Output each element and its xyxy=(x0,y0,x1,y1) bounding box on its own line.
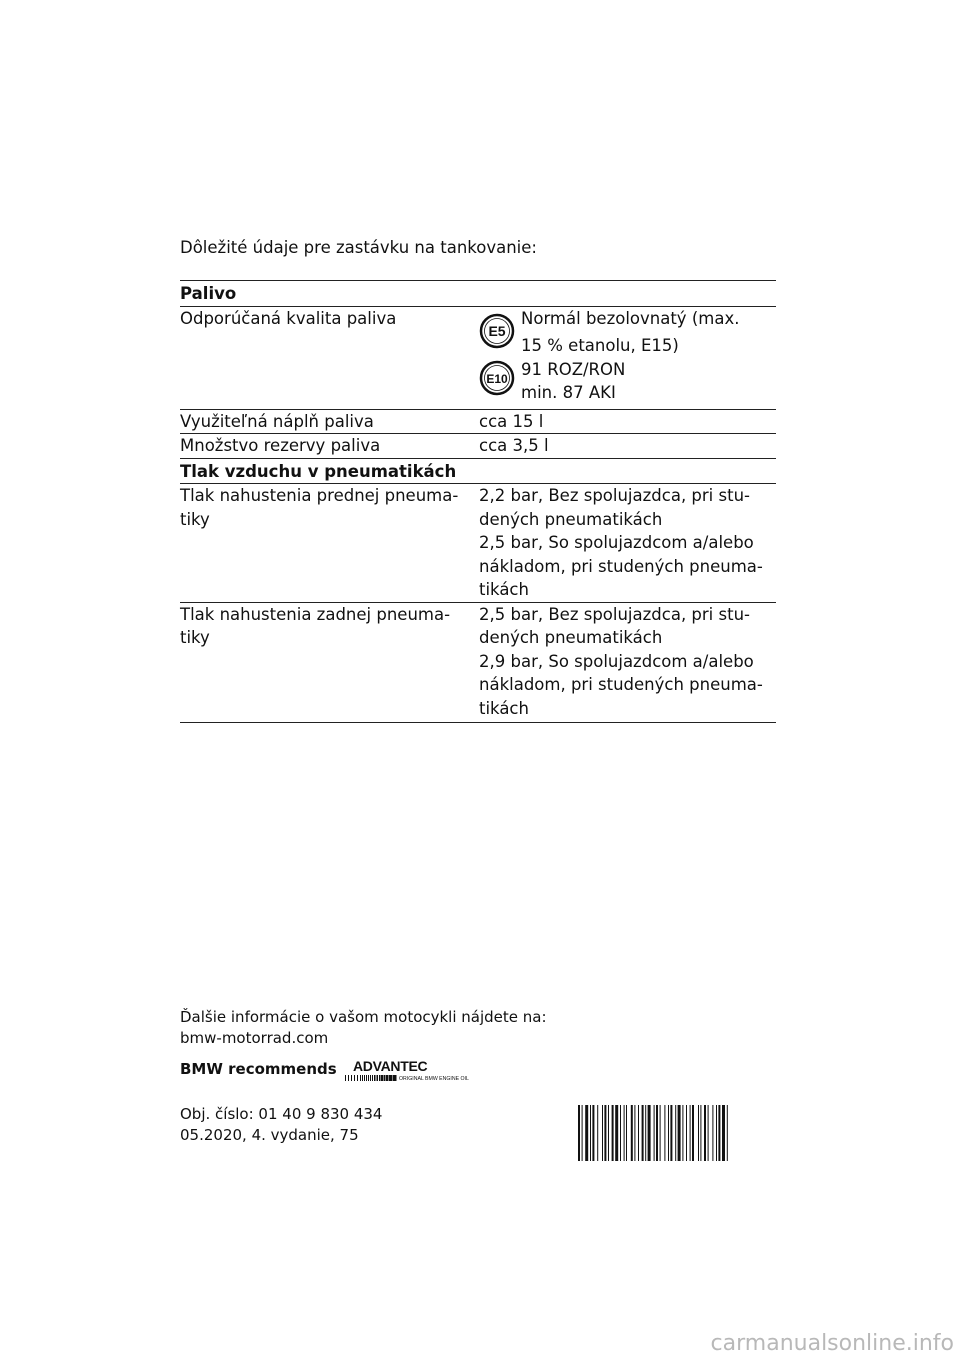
rear-tyre-label xyxy=(180,603,479,723)
front-tyre-value-line3: 2,5 bar, So spolujazdcom a/alebo xyxy=(479,533,754,552)
barcode-bar xyxy=(656,1105,658,1161)
rear-tyre-value-line2: dených pneumatikách xyxy=(479,628,663,647)
barcode-bar xyxy=(604,1105,606,1161)
order-block xyxy=(180,1104,382,1146)
barcode-bar xyxy=(631,1105,633,1161)
barcode-bar xyxy=(682,1105,683,1161)
front-tyre-value-line2: dených pneumatikách xyxy=(479,509,663,529)
intro-text: Dôležité údaje pre zastávku na tankovanie: xyxy=(180,238,537,257)
fuel-quality-line3: 91 ROZ/RON xyxy=(521,359,626,379)
barcode-bar xyxy=(660,1105,661,1161)
fuel-quality-line2: 15 % etanolu, E15) xyxy=(521,336,679,355)
barcode-bar xyxy=(708,1105,709,1161)
front-tyre-value-line5: tikách xyxy=(479,580,529,599)
reserve-fuel-row xyxy=(180,433,776,458)
fuel-quality-line1: Normál bezolovnatý (max. xyxy=(521,308,740,328)
front-tyre-label-line2: tiky xyxy=(180,509,210,529)
tyre-heading-row xyxy=(180,458,776,484)
front-tyre-value xyxy=(479,484,776,602)
barcode-bar xyxy=(602,1105,603,1161)
barcode-bar xyxy=(582,1105,583,1161)
rear-tyre-value-line4: nákladom, pri studených pneuma- xyxy=(479,675,763,694)
usable-fuel-row xyxy=(180,409,776,434)
tyre-heading: Tlak vzduchu v pneumatikách xyxy=(180,461,457,481)
front-tyre-value-line4: nákladom, pri studených pneuma- xyxy=(479,556,763,576)
barcode-bar xyxy=(727,1105,728,1161)
barcode-bar xyxy=(648,1105,651,1161)
barcode-bar xyxy=(678,1105,681,1161)
rear-tyre-value-line5: tikách xyxy=(479,698,529,718)
fuel-quality-row xyxy=(180,306,776,409)
e10-badge-icon xyxy=(479,360,515,396)
advantec-logo-sub: ORIGINAL BMW ENGINE OIL xyxy=(398,1076,469,1082)
rear-tyre-label-line1: Tlak nahustenia zadnej pneuma- xyxy=(180,604,451,624)
fuel-heading: Palivo xyxy=(180,284,237,303)
barcode-bar xyxy=(626,1105,627,1161)
rear-tyre-value-line3: 2,9 bar, So spolujazdcom a/alebo xyxy=(479,651,754,671)
fuel-heading-row xyxy=(180,280,776,306)
refuel-data-table xyxy=(180,280,776,723)
rear-tyre-row xyxy=(180,602,776,724)
barcode-bar xyxy=(718,1105,720,1161)
usable-fuel-label: Využiteľná náplň paliva xyxy=(180,411,374,431)
advantec-logo-title: ADVANTEC xyxy=(352,1058,428,1074)
e5-badge-icon xyxy=(479,313,515,349)
front-tyre-value-line1: 2,2 bar, Bez spolujazdca, pri stu- xyxy=(479,486,750,505)
e10-badge-text: E10 xyxy=(486,371,508,386)
more-info-block xyxy=(180,1007,547,1049)
barcode-bar xyxy=(615,1105,618,1161)
barcode-bar xyxy=(704,1105,706,1161)
fuel-quality-label: Odporúčaná kvalita paliva xyxy=(180,308,397,328)
fuel-quality-line4: min. 87 AKI xyxy=(521,383,616,402)
barcode-bar xyxy=(585,1105,588,1161)
rear-tyre-value xyxy=(479,603,776,723)
barcode-bar xyxy=(668,1105,669,1161)
barcode-bar xyxy=(578,1105,580,1161)
barcode-bar xyxy=(692,1105,694,1161)
barcode-bar xyxy=(716,1105,717,1161)
fuel-quality-value xyxy=(479,307,776,409)
barcode-bar xyxy=(608,1105,609,1161)
barcode-bar xyxy=(664,1105,665,1161)
barcode-bar xyxy=(700,1105,701,1161)
barcode-bar xyxy=(590,1105,591,1161)
rear-tyre-label-line2: tiky xyxy=(180,628,210,647)
edition-info: 05.2020, 4. vydanie, 75 xyxy=(180,1126,359,1144)
barcode-bar xyxy=(690,1105,691,1161)
more-info-text: Ďalšie informácie o vašom motocykli nájdete na: xyxy=(180,1008,547,1026)
barcode-bar xyxy=(642,1105,644,1161)
barcode-bar xyxy=(675,1105,676,1161)
watermark: carmanualsonline.info xyxy=(710,1331,954,1356)
order-number: Obj. číslo: 01 40 9 830 434 xyxy=(180,1105,383,1123)
e5-badge-text: E5 xyxy=(488,322,506,339)
barcode-bar xyxy=(638,1105,639,1161)
barcode-bar xyxy=(654,1105,655,1161)
website-link[interactable]: bmw-motorrad.com xyxy=(180,1029,329,1047)
bmw-recommends xyxy=(180,1058,469,1090)
barcode xyxy=(578,1105,776,1165)
barcode-bar xyxy=(712,1105,713,1161)
barcode-bar xyxy=(592,1105,594,1161)
barcode-bar xyxy=(597,1105,598,1161)
barcode-bar xyxy=(620,1105,621,1161)
front-tyre-label-line1: Tlak nahustenia prednej pneuma- xyxy=(180,486,459,505)
usable-fuel-value: cca 15 l xyxy=(479,411,544,431)
front-tyre-row xyxy=(180,483,776,602)
reserve-fuel-value: cca 3,5 l xyxy=(479,436,549,455)
barcode-bar xyxy=(624,1105,625,1161)
reserve-fuel-label: Množstvo rezervy paliva xyxy=(180,436,381,455)
barcode-bar xyxy=(722,1105,725,1161)
recommends-text: BMW recommends xyxy=(180,1060,337,1078)
barcode-bar xyxy=(645,1105,646,1161)
rear-tyre-value-line1: 2,5 bar, Bez spolujazdca, pri stu- xyxy=(479,604,750,624)
front-tyre-label xyxy=(180,484,479,602)
barcode-bar xyxy=(686,1105,687,1161)
barcode-bar xyxy=(670,1105,672,1161)
barcode-bar xyxy=(698,1105,699,1161)
advantec-logo xyxy=(345,1058,469,1090)
barcode-bar xyxy=(612,1105,614,1161)
barcode-bar xyxy=(634,1105,635,1161)
